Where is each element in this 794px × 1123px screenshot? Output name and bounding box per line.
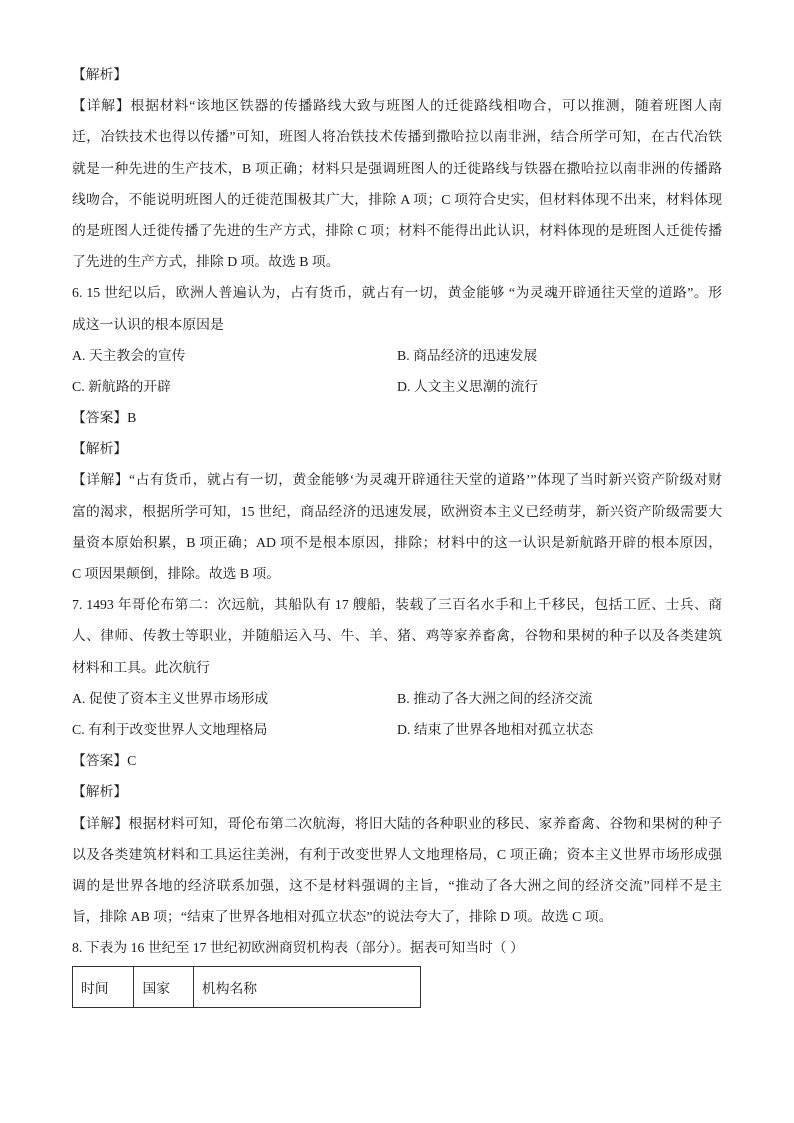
options-row [72, 683, 722, 714]
table-header-cell: 机构名称 [193, 967, 420, 1008]
detail-line: 富的渴求，根据所学可知，15 世纪，商品经济的迅速发展，欧洲资本主义已经萌芽，新兴资产阶级需要大 [72, 503, 722, 519]
detail-line: 【详解】“占有货币，就占有一切，黄金能够‘为灵魂开辟通往天堂的道路’”体现了当时新兴资产阶级对财 [72, 472, 722, 488]
detail-line: 【详解】根据材料“该地区铁器的传播路线大致与班图人的迁徙路线相吻合，可以推测，随着班图人南 [72, 98, 722, 114]
detail-line: 线吻合，不能说明班图人的迁徙范围极其广大，排除 A 项；C 项符合史实，但材料体现不出来，材料体现 [72, 191, 722, 207]
question-stem-line: 7. 1493 年哥伦布第二：次远航，其船队有 17 艘船，装载了三百名水手和上千移民，包括工匠、士兵、商 [72, 597, 722, 613]
detail-line: 就是一种先进的生产技术，B 项正确；材料只是强调班图人的迁徙路线与铁器在撒哈拉以南非洲的传播路 [72, 160, 722, 176]
detail-line: 【详解】根据材料可知，哥伦布第二次航海，将旧大陆的各种职业的移民、家养畜禽、谷物和果树的种子 [72, 815, 722, 831]
detail-line: 量资本原始积累，B 项正确；AD 项不是根本原因，排除；材料中的这一认识是新航路开辟的根本原因， [72, 534, 722, 550]
option-a: A. 天主教会的宣传 [72, 347, 186, 363]
question-stem-line: 成这一认识的根本原因是 [72, 316, 224, 332]
detail-line: C 项因果颠倒，排除。故选 B 项。 [72, 566, 281, 581]
detail-line: 的是班图人迁徙传播了先进的生产方式，排除 C 项；材料不能得出此认识，材料体现的是班图人迁徙传播 [72, 222, 722, 238]
detail-line: 了先进的生产方式，排除 D 项。故选 B 项。 [72, 254, 340, 270]
answer-line: 【答案】B [72, 410, 137, 426]
option-a: A. 促使了资本主义世界市场形成 [72, 690, 269, 706]
analysis-label: 【解析】 [72, 67, 128, 82]
page-content [72, 59, 722, 963]
detail-line: 迁，冶铁技术也得以传播”可知，班图人将冶铁技术传播到撒哈拉以南非洲，结合所学可知，在古代冶铁 [72, 129, 722, 145]
detail-line: 调的是世界各地的经济联系加强，这不是材料强调的主旨，“推动了各大洲之间的经济交流”同样不是主 [72, 877, 722, 893]
option-c: C. 新航路的开辟 [72, 378, 171, 394]
detail-line: 旨，排除 AB 项；“结束了世界各地相对孤立状态”的说法夸大了，排除 D 项。故选 C 项。 [72, 909, 613, 925]
options-row [72, 371, 722, 402]
question-stem-line: 6. 15 世纪以后，欧洲人普遍认为，占有货币，就占有一切，黄金能够 “为灵魂开辟通往天堂的道路”。形 [72, 285, 722, 301]
question-stem-line: 8. 下表为 16 世纪至 17 世纪初欧洲商贸机构表（部分）。据表可知当时（ ） [72, 940, 524, 956]
table-header-cell: 时间 [73, 967, 134, 1008]
table-header-cell: 国家 [134, 967, 193, 1008]
trade-institutions-table [72, 966, 421, 1008]
answer-line: 【答案】C [72, 753, 137, 769]
option-b: B. 推动了各大洲之间的经济交流 [397, 690, 593, 706]
detail-line: 以及各类建筑材料和工具运往美洲，有利于改变世界人文地理格局，C 项正确；资本主义世界市场形成强 [72, 846, 722, 862]
option-d: D. 结束了世界各地相对孤立状态 [397, 721, 594, 737]
analysis-label: 【解析】 [72, 441, 128, 457]
analysis-label: 【解析】 [72, 784, 128, 800]
options-row [72, 714, 722, 745]
option-d: D. 人文主义思潮的流行 [397, 378, 539, 394]
option-c: C. 有利于改变世界人文地理格局 [72, 721, 268, 737]
question-stem-line: 人、律师、传教士等职业，并随船运入马、牛、羊、猪、鸡等家养畜禽，谷物和果树的种子以及各类建筑 [72, 628, 722, 644]
option-b: B. 商品经济的迅速发展 [397, 347, 538, 363]
question-stem-line: 材料和工具。此次航行 [72, 659, 210, 675]
table-header-row [73, 967, 421, 1008]
options-row [72, 340, 722, 371]
